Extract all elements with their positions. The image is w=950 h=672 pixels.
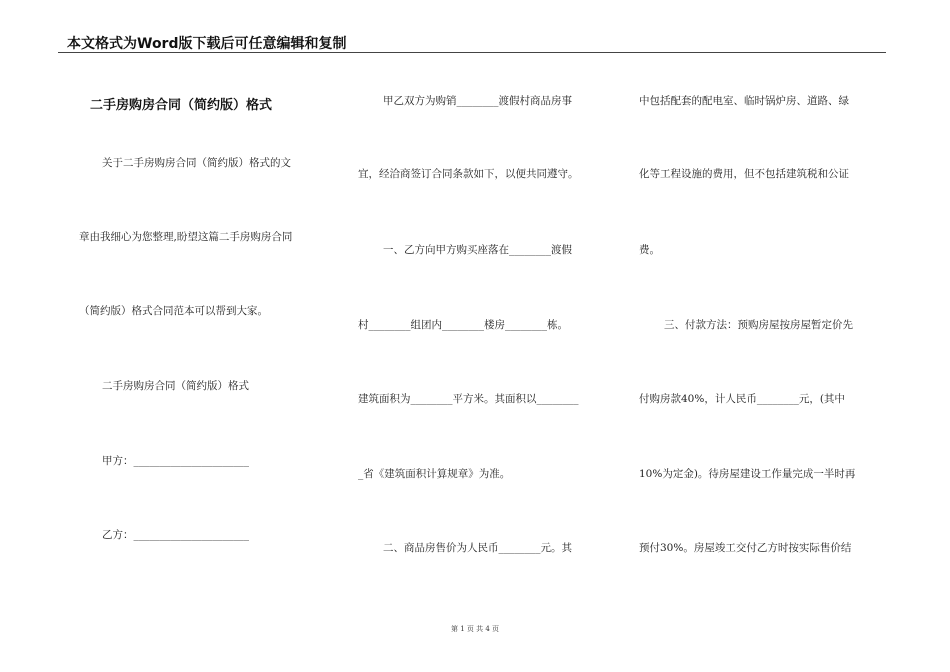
col2-line-3: 一、乙方向甲方购买座落在________渡假 [383, 244, 572, 256]
party-a-line: 甲方：______________________ [102, 455, 249, 467]
col2-line-5: 建筑面积为________平方米。其面积以________ [358, 393, 579, 405]
col3-line-4: 三、付款方法：预购房屋按房屋暂定价先 [664, 319, 853, 331]
col3-line-2: 化等工程设施的费用，但不包括建筑税和公证 [639, 168, 849, 180]
col2-line-1: 甲乙双方为购销________渡假村商品房事 [383, 95, 572, 107]
col1-line-2: 章由我细心为您整理,盼望这篇二手房购房合同 [79, 231, 293, 243]
col2-line-6: _省《建筑面积计算规章》为准。 [358, 468, 511, 480]
col3-line-7: 预付30%。房屋竣工交付乙方时按实际售价结 [639, 542, 852, 554]
party-b-line: 乙方：______________________ [102, 529, 249, 541]
header-divider [58, 52, 886, 53]
document-title: 二手房购房合同（简约版）格式 [90, 98, 273, 113]
col2-line-2: 宜，经洽商签订合同条款如下，以便共同遵守。 [358, 168, 579, 180]
col3-line-1: 中包括配套的配电室、临时锅炉房、道路、绿 [639, 95, 849, 107]
page-indicator: 第 1 页 共 4 页 [450, 625, 500, 633]
document-banner: 本文格式为Word版下载后可任意编辑和复制 [67, 36, 347, 52]
col3-line-3: 费。 [639, 244, 660, 256]
col3-line-6: 10%为定金)。待房屋建设工作量完成一半时再 [639, 468, 856, 480]
col1-line-1: 关于二手房购房合同（简约版）格式的文 [102, 157, 291, 169]
col3-line-5: 付购房款40%，计人民币________元，(其中 [639, 393, 845, 405]
col2-line-4: 村________组团内________楼房________栋。 [358, 319, 568, 331]
col1-line-4: 二手房购房合同（简约版）格式 [102, 380, 249, 392]
col2-line-7: 二、商品房售价为人民币________元。其 [383, 542, 572, 554]
col1-line-3: （简约版）格式合同范本可以帮到大家。 [79, 305, 268, 317]
